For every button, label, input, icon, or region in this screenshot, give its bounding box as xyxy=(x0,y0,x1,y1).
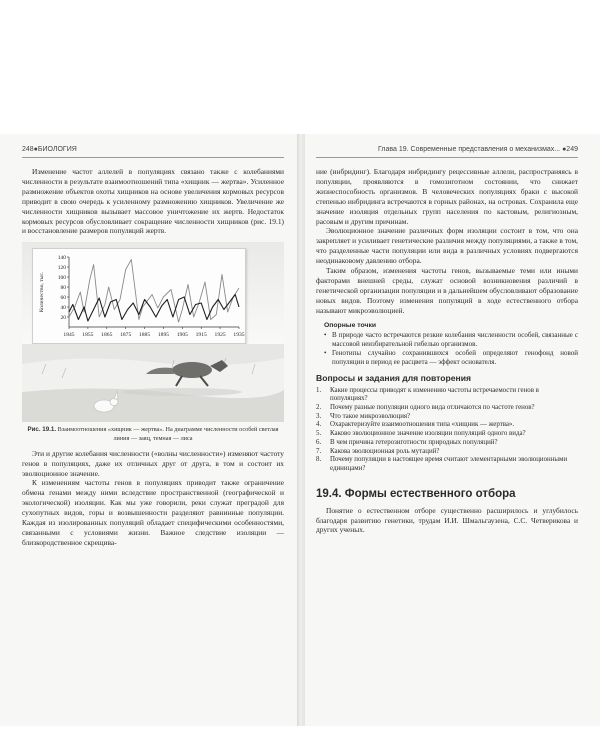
question-text: Что такое микроэволюция? xyxy=(330,412,411,420)
right-page-number: ●249 xyxy=(562,146,578,153)
question-text: Какова эволюционная роль мутаций? xyxy=(330,447,440,455)
right-paragraph: Эволюционное значение различных форм изоляции состоит в том, что она закрепляет и усиливает генетические различия между популяциями, а также в том, что разделенные части популяции или вида в различных условиях подвергаются неодинаковому давлению отбора. xyxy=(316,226,578,266)
x-tick-label: 1855 xyxy=(82,332,94,339)
questions-heading: Вопросы и задания для повторения xyxy=(316,372,472,383)
figure-caption xyxy=(22,426,284,442)
question-number: 5. xyxy=(316,430,322,438)
key-point: • Генотипы случайно сохранившихся особей определяют генофонд новой популяции в период ее расцвета — эффект основателя. xyxy=(324,349,578,367)
x-tick-label: 1845 xyxy=(63,332,75,339)
y-tick-label: 100 xyxy=(57,275,66,282)
x-tick-label: 1865 xyxy=(101,332,113,339)
right-running-header xyxy=(316,146,578,158)
y-axis-label: Количество, тыс. xyxy=(39,272,45,313)
x-tick-label: 1935 xyxy=(233,332,245,339)
left-paragraph: Эти и другие колебания численности («волны численности») изменяют частоту генов в популяциях, даже их отличных друг от друга, в том и состоит их эволюционное значение. xyxy=(22,448,284,478)
fox-hare-photo xyxy=(22,344,284,422)
x-tick-label: 1885 xyxy=(138,332,151,339)
section-heading: 19.4. Формы естественного отбора xyxy=(316,487,516,500)
chart-svg xyxy=(33,249,247,345)
figure-caption-text: Взаимоотношения «хищник — жертва». На диаграмме численности особей светлая линия — заяц, темная — лиса xyxy=(57,426,279,442)
right-page xyxy=(316,146,578,720)
question-number: 3. xyxy=(316,412,322,420)
question-item xyxy=(316,456,578,473)
y-tick-label: 20 xyxy=(60,315,66,322)
book-gutter xyxy=(297,134,305,726)
question-number: 1. xyxy=(316,386,322,394)
question-text: Каково эволюционное значение изоляции популяций одного вида? xyxy=(330,430,526,438)
question-text: В чем причина гетерозиготности природных популяций? xyxy=(330,438,498,446)
left-running-header: 248●БИОЛОГИЯ xyxy=(22,146,284,158)
question-number: 7. xyxy=(316,447,322,455)
question-item xyxy=(316,430,578,439)
y-tick-label: 140 xyxy=(57,255,66,262)
question-item xyxy=(316,448,578,457)
left-paragraph: К изменениям частоты генов в популяциях приводит также ограничение обмена генами между ними вследствие пространственной (географической и экологической) изоляции. Как мы уже говорили, реки служат преградой для сухопутных видов, горы и возвышенности разделяют равнинные популяции. Каждая из изолированных популяций обладает специфическими особенностями, связанными с условиями жизни. Важное следствие изоляции — близкородственное скрещива- xyxy=(22,478,284,547)
question-text: Почему разные популяции одного вида отличаются по частоте генов? xyxy=(330,404,535,411)
x-tick-label: 1905 xyxy=(176,332,188,339)
right-paragraph: Таким образом, изменения частоты генов, вызываемые теми или иными факторами внешней среды, служат основой возникновения различий в генетической организации популяции и в дальнейшем обусловливают образование новых видов. Поэтому изменения популяций в ходе естественного отбора называют микроэволюцией. xyxy=(316,266,578,315)
y-tick-label: 120 xyxy=(57,265,66,272)
left-paragraph: Изменение частот аллелей в популяциях связано также с колебаниями численности в результате взаимоотношений типа «хищник — жертва». Усиленное размножение объектов охоты хищников на основе увеличения кормовых ресурсов приводит в свою очередь к усиленному размножению хищников. Увеличение же численности хищников вызывает массовое уничтожение их жертв. Недостаток кормовых ресурсов обусловливает сокращение численности хищников (рис. 19.1) и восстановление размеров популяций жертв. xyxy=(22,167,284,236)
question-number: 6. xyxy=(316,438,322,446)
y-tick-label: 40 xyxy=(60,305,66,312)
question-text: Почему популяции в настоящее время считают элементарными эволюционными единицами? xyxy=(330,456,568,472)
predator-prey-chart xyxy=(32,248,246,344)
key-points-title: Опорные точки xyxy=(324,321,377,329)
question-item xyxy=(316,413,578,422)
question-item xyxy=(316,421,578,430)
y-tick-label: 80 xyxy=(60,285,66,292)
x-tick-label: 1895 xyxy=(157,332,170,339)
question-text: Какие процессы приводят к изменению частоты встречаемости генов в популяциях? xyxy=(330,386,539,403)
section-paragraph: Понятие о естественном отборе существенно расширилось и углубилось благодаря развитию генетики, трудам И.И. Шмальгаузена, С.С. Четверикова и других ученых. xyxy=(316,505,578,535)
left-page xyxy=(22,146,284,720)
figure-19-1 xyxy=(22,242,284,422)
y-tick-label: 60 xyxy=(60,295,66,302)
questions-list xyxy=(316,387,578,474)
question-number: 2. xyxy=(316,404,322,411)
x-tick-label: 1915 xyxy=(195,332,207,339)
question-text: Охарактеризуйте взаимоотношения типа «хищник — жертва». xyxy=(330,421,515,429)
x-tick-label: 1925 xyxy=(214,332,226,339)
question-item xyxy=(316,404,578,413)
right-header-title: Глава 19. Современные представления о механизмах... xyxy=(378,146,561,153)
x-tick-label: 1875 xyxy=(120,332,132,339)
question-number: 4. xyxy=(316,421,322,429)
question-item xyxy=(316,439,578,448)
question-number: 8. xyxy=(316,456,322,464)
figure-caption-label: Рис. 19.1. xyxy=(27,426,57,434)
key-points-box xyxy=(324,322,578,367)
right-paragraph: ние (инбридинг). Благодаря инбридингу рецессивные аллели, распространяясь в популяции, проявляются в гомозиготном состоянии, что снижает жизнеспособность организмов. В человеческих популяциях браки с высокой степенью инбридинга встречаются в горных районах, на островах. Сохранила еще значение изоляция отдельных групп населения по кастовым, религиозным, расовым и другим причинам. xyxy=(316,167,578,226)
question-item xyxy=(316,387,578,404)
key-point: • В природе часто встречаются резкие колебания численности особей, связанные с массовой неизбирательной гибелью организмов. xyxy=(324,331,578,349)
